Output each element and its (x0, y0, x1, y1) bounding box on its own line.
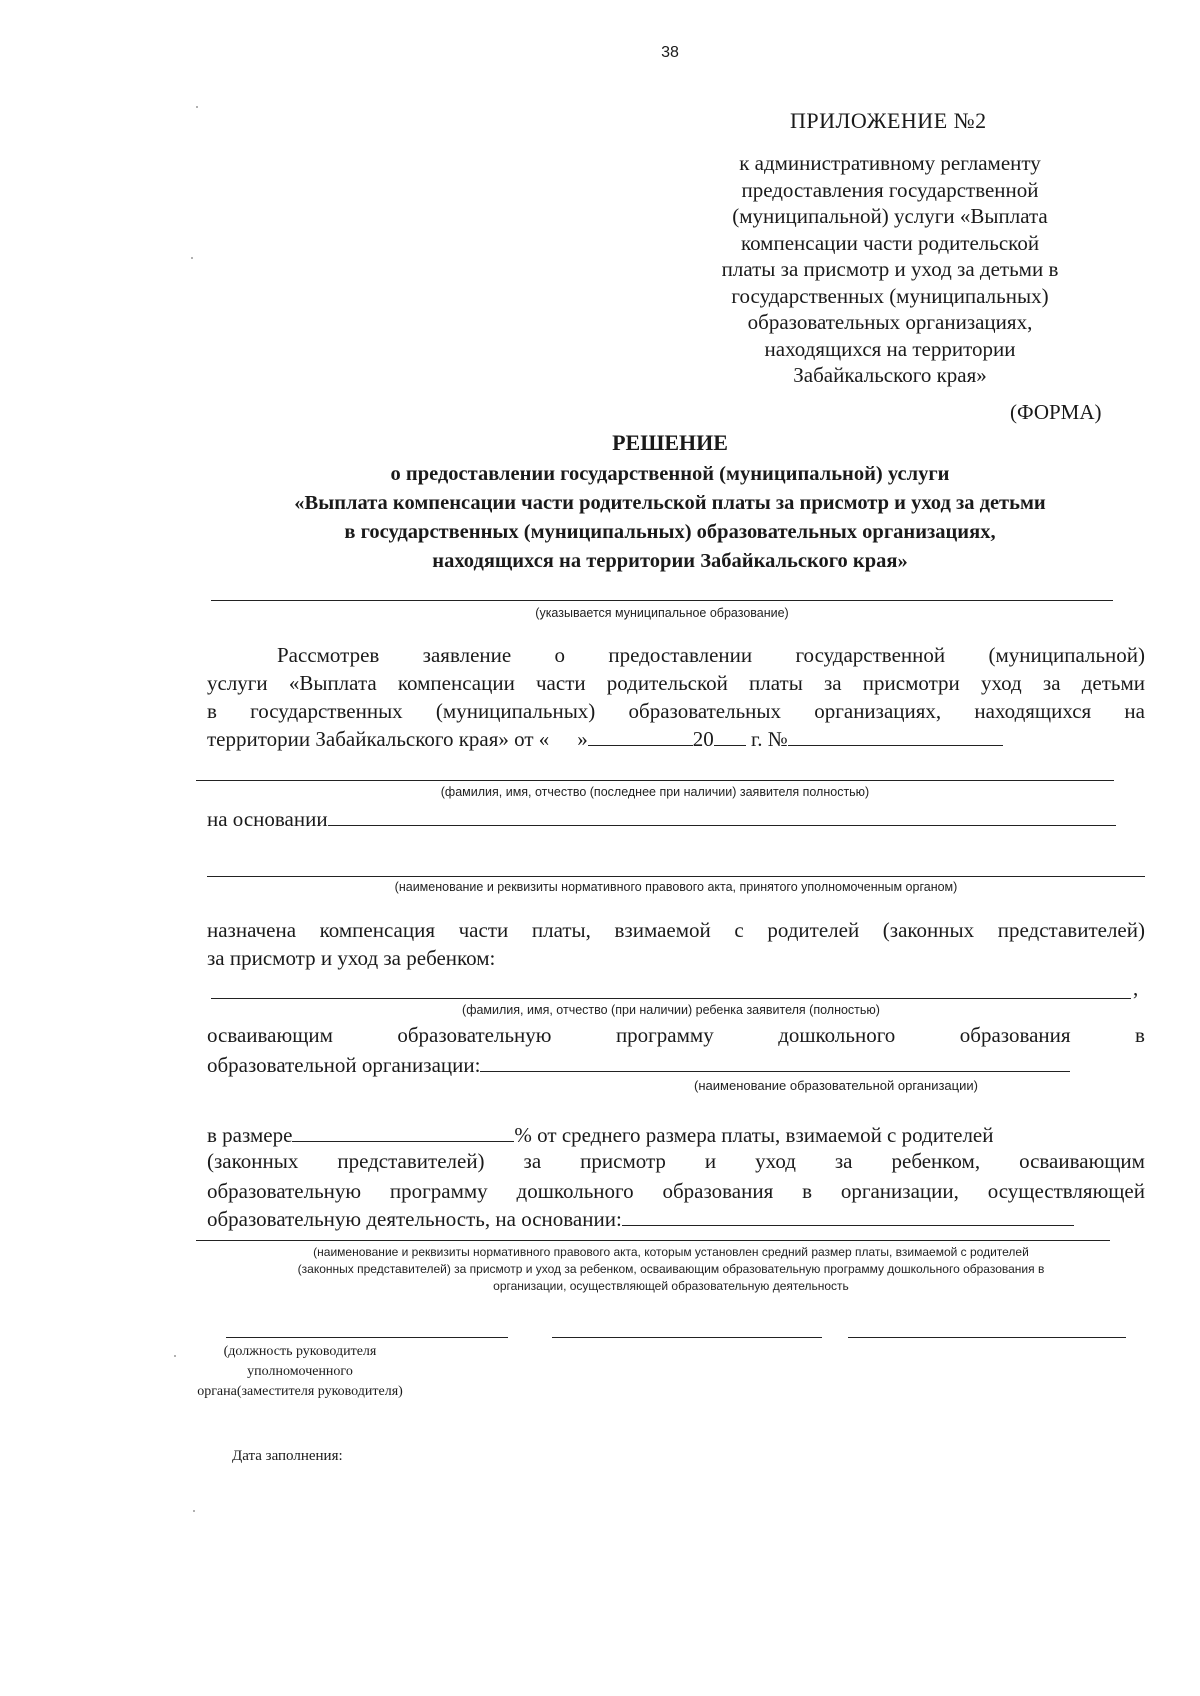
position-signature-blank[interactable] (226, 1337, 508, 1338)
percent-blank[interactable] (292, 1121, 514, 1142)
legal-act-blank[interactable] (207, 876, 1145, 877)
appendix-line: к административному регламенту (739, 151, 1041, 175)
paragraph-line: назначена компенсация части платы, взимаемой с родителей (законных представителей) (207, 918, 1145, 942)
legal-act-caption: (наименование и реквизиты нормативного правового акта, принятого уполномоченным органом) (394, 880, 958, 894)
position-caption: (должность руководителя уполномоченного органа(заместителя руководителя) (197, 1344, 403, 1399)
scan-speck (196, 106, 198, 108)
amount-line: в размере % от среднего размера платы, взимаемой с родителей (207, 1123, 994, 1147)
decision-heading: РЕШЕНИЕ (612, 430, 728, 455)
decision-subtitle-line: в государственных (муниципальных) образовательных организациях, (344, 521, 996, 543)
amount-line-3: образовательную программу дошкольного образования в организации, осуществляющей (207, 1179, 1145, 1203)
fee-act-separator (196, 1240, 1110, 1241)
mastering-line: осваивающим образовательную программу дошкольного образования в (207, 1023, 1145, 1047)
basis-label: на основании (207, 807, 328, 831)
scan-speck (191, 257, 193, 259)
scan-speck (174, 1355, 176, 1357)
amount-line-4: образовательную деятельность, на основании: (207, 1205, 1074, 1232)
basis-blank[interactable] (328, 805, 1116, 826)
decision-subtitle-line: «Выплата компенсации части родительской платы за присмотр и уход за детьми (294, 492, 1046, 514)
appendix-line: компенсации части родительской (740, 230, 1040, 255)
child-name-blank[interactable] (211, 998, 1131, 999)
paragraph-line: за присмотр и уход за ребенком: (207, 946, 496, 970)
applicant-name-caption: (фамилия, имя, отчество (последнее при наличии) заявителя полностью) (440, 785, 870, 799)
date-day-blank[interactable] (549, 726, 577, 746)
organization-caption: (наименование образовательной организации) (694, 1078, 978, 1093)
fee-act-caption: (наименование и реквизиты нормативного правового акта, которым установлен средний размер платы, взимаемой с родителей (законных представителей) за присмотр и уход за ребенком, осваивающим образовательную программу дошкольного образования в организации, осуществляющей образовательную деятельность (297, 1245, 1045, 1293)
decision-subtitle (190, 460, 1150, 576)
compensation-paragraph (207, 916, 1145, 972)
municipality-caption: (указывается муниципальное образование) (535, 606, 789, 620)
basis-line (207, 805, 1116, 832)
page-number: 38 (661, 44, 679, 61)
child-name-caption: (фамилия, имя, отчество (при наличии) ребенка заявителя (полностью) (462, 1003, 880, 1017)
amount-line-2: (законных представителей) за присмотр и уход за ребенком, осваивающим (207, 1149, 1145, 1173)
organization-line (207, 1051, 1070, 1078)
fill-date-label: Дата заполнения: (232, 1448, 343, 1464)
decision-number-blank[interactable] (788, 725, 1003, 746)
appendix-line: предоставления государственной (741, 177, 1039, 202)
full-name-signature-blank[interactable] (848, 1337, 1126, 1338)
decision-subtitle-line: находящихся на территории Забайкальского края» (432, 550, 908, 572)
municipality-blank[interactable] (211, 600, 1113, 601)
appendix-line: (муниципальной) услуги «Выплата (732, 204, 1048, 228)
paragraph-line: услуги «Выплата компенсации части родительской платы за присмотри уход за детьми (207, 671, 1145, 695)
date-year-blank[interactable] (714, 725, 746, 746)
appendix-line: находящихся на территории (764, 336, 1016, 361)
appendix-title: ПРИЛОЖЕНИЕ №2 (790, 108, 987, 133)
form-label: (ФОРМА) (1010, 400, 1102, 424)
appendix-line: образовательных организациях, (747, 310, 1033, 334)
paragraph-line: Рассмотрев заявление о предоставлении государственной (муниципальной) (277, 643, 1145, 667)
paragraph-line: в государственных (муниципальных) образовательных организациях, находящихся на (207, 699, 1145, 723)
date-month-blank[interactable] (588, 725, 693, 746)
scan-speck (193, 1510, 195, 1512)
organization-label: образовательной организации: (207, 1053, 481, 1077)
child-name-comma: , (1133, 976, 1139, 1000)
appendix-line: Забайкальского края» (793, 363, 987, 387)
fee-act-blank[interactable] (622, 1205, 1074, 1226)
paragraph-line-date: территории Забайкальского края» от « » 20 г. № (207, 725, 1145, 753)
application-paragraph (207, 641, 1145, 753)
appendix-line: государственных (муниципальных) (731, 283, 1049, 308)
appendix-line: платы за присмотр и уход за детьми в (721, 257, 1059, 281)
appendix-reference (690, 150, 1090, 389)
applicant-name-blank[interactable] (196, 780, 1114, 781)
signature-blank[interactable] (552, 1337, 822, 1338)
decision-subtitle-line: о предоставлении государственной (муниципальной) услуги (390, 463, 950, 485)
organization-blank[interactable] (480, 1051, 1070, 1072)
